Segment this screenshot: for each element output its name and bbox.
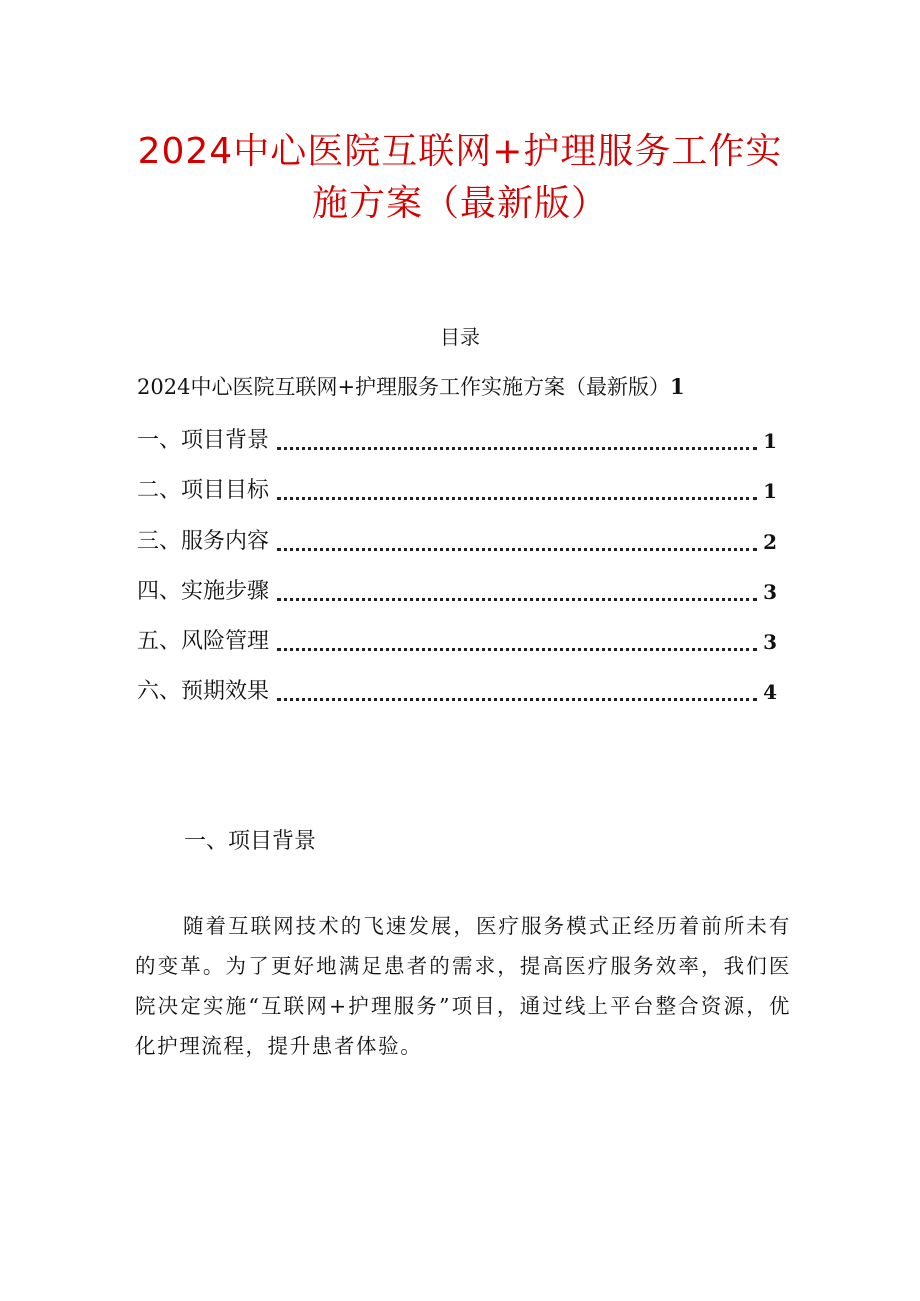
toc-entry-page: 3 (763, 580, 777, 604)
toc-entry-page: 3 (763, 630, 777, 654)
toc-leader-dots (277, 598, 757, 601)
toc-entry-page: 4 (763, 680, 777, 704)
document-title-line-2: 施方案（最新版） (311, 183, 608, 224)
toc-entry-label: 六、预期效果 (137, 679, 270, 704)
toc-entry-risk[interactable] (137, 625, 777, 657)
document-title-line-1: 2024中心医院互联网+护理服务工作实 (137, 131, 783, 172)
toc-entry-label: 2024中心医院互联网+护理服务工作实施方案（最新版） (137, 375, 671, 399)
toc-heading: 目录 (440, 325, 480, 349)
toc-entry-label: 三、服务内容 (137, 529, 270, 554)
toc-entry-label: 二、项目目标 (137, 478, 270, 503)
toc-entry-background[interactable] (137, 424, 777, 456)
body-paragraph: 随着互联网技术的飞速发展，医疗服务模式正经历着前所未有的变革。为了更好地满足患者的需求，提高医疗服务效率，我们医院决定实施“互联网+护理服务”项目，通过线上平台整合资源，优化护理流程，提升患者体验。 (135, 914, 791, 1058)
toc-entry-objectives[interactable] (137, 474, 777, 506)
toc-entry-label: 五、风险管理 (137, 629, 270, 654)
toc-entry-outcomes[interactable] (137, 675, 777, 707)
toc-entry-page: 1 (763, 429, 777, 453)
toc-leader-dots (277, 648, 757, 651)
toc-entry-services[interactable] (137, 525, 777, 557)
toc-entry-label: 一、项目背景 (137, 428, 270, 453)
toc-leader-dots (277, 548, 757, 551)
toc-leader-dots (277, 447, 757, 450)
toc-entry-page: 1 (670, 374, 685, 399)
toc-leader-dots (277, 497, 757, 500)
toc-entry-page: 1 (763, 479, 777, 503)
toc-entry-label: 四、实施步骤 (137, 579, 270, 604)
toc-entry-document-title[interactable] (137, 372, 777, 402)
toc-entry-implementation[interactable] (137, 575, 777, 607)
toc-leader-dots (277, 698, 757, 701)
section-heading: 一、项目背景 (184, 829, 317, 854)
toc-entry-page: 2 (763, 530, 777, 554)
